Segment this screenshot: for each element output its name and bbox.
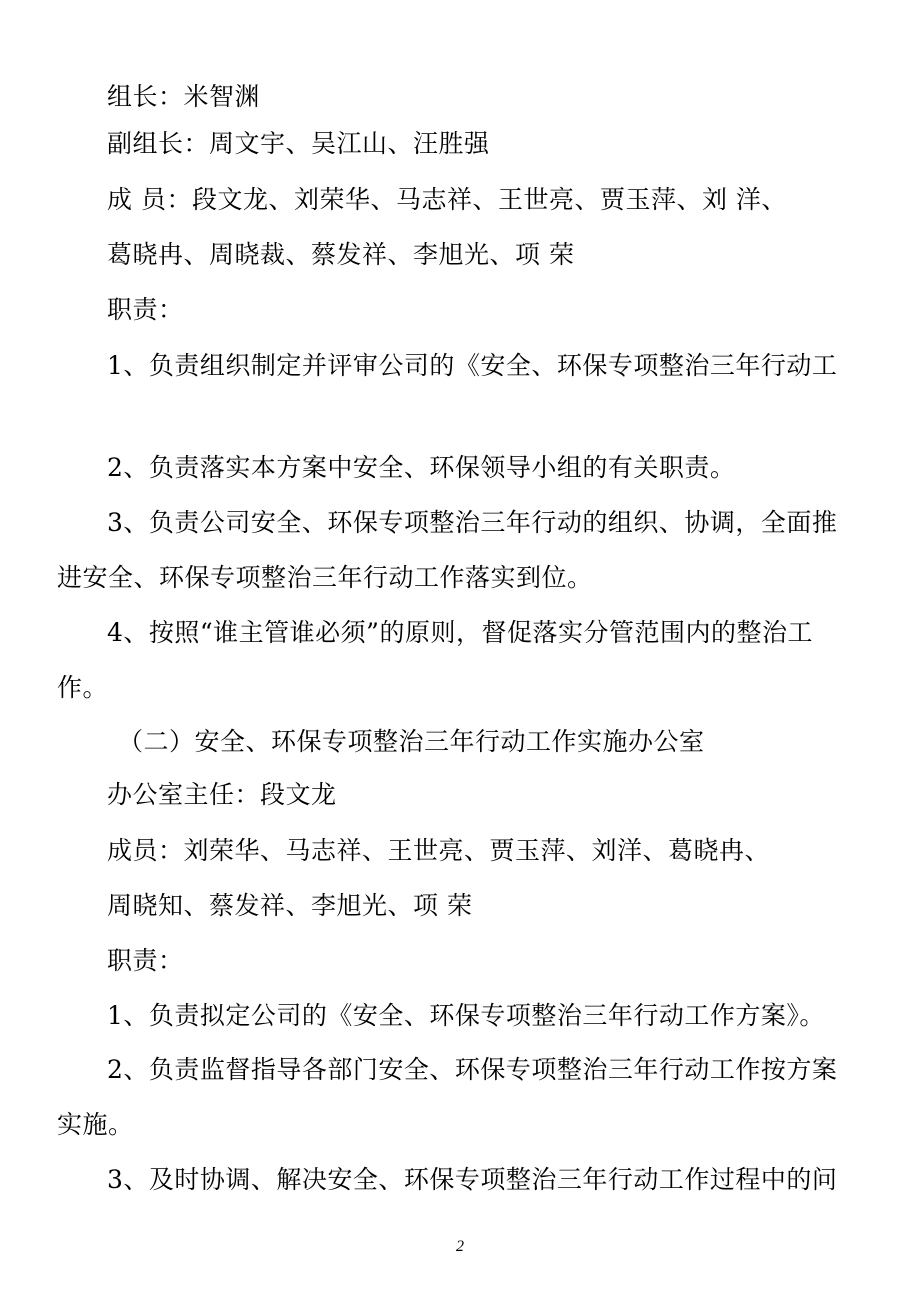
- duty-item-2: 2、负责落实本方案中安全、环保领导小组的有关职责。: [107, 453, 736, 482]
- office-members-line-2: 周晓知、蔡发祥、李旭光、项 荣: [107, 891, 473, 920]
- duty-item-4-cont: 作。: [57, 673, 109, 702]
- duty-item-4: 4、按照“谁主管谁必须”的原则，督促落实分管范围内的整治工: [107, 618, 813, 647]
- duties-heading: 职责：: [107, 295, 184, 324]
- office-duty-item-1: 1、负责拟定公司的《安全、环保专项整治三年行动工作方案》。: [107, 1001, 825, 1030]
- duty-item-1: 1、负责组织制定并评审公司的《安全、环保专项整治三年行动工: [107, 351, 838, 380]
- office-duties-heading: 职责：: [107, 946, 184, 975]
- duty-item-3: 3、负责公司安全、环保专项整治三年行动的组织、协调，全面推: [107, 508, 838, 537]
- duty-item-3-cont: 进安全、环保专项整治三年行动工作落实到位。: [57, 563, 593, 592]
- office-duty-item-2: 2、负责监督指导各部门安全、环保专项整治三年行动工作按方案: [107, 1055, 838, 1084]
- team-leader-line: 组长：米智渊: [107, 82, 261, 111]
- members-line-2: 葛晓冉、周晓裁、蔡发祥、李旭光、项 荣: [107, 240, 575, 269]
- section-heading: （二）安全、环保专项整治三年行动工作实施办公室: [118, 727, 705, 756]
- office-duty-item-2-cont: 实施。: [57, 1110, 134, 1139]
- office-members-line-1: 成员：刘荣华、马志祥、王世亮、贾玉萍、刘洋、葛晓冉、: [107, 836, 771, 865]
- office-duty-item-3: 3、及时协调、解决安全、环保专项整治三年行动工作过程中的问: [107, 1165, 838, 1194]
- deputy-leader-line: 副组长：周文宇、吴江山、汪胜强: [107, 129, 490, 158]
- members-line-1: 成 员：段文龙、刘荣华、马志祥、王世亮、贾玉萍、刘 洋、: [107, 185, 787, 214]
- page-number: 2: [456, 1238, 464, 1255]
- office-director-line: 办公室主任：段文龙: [107, 780, 337, 809]
